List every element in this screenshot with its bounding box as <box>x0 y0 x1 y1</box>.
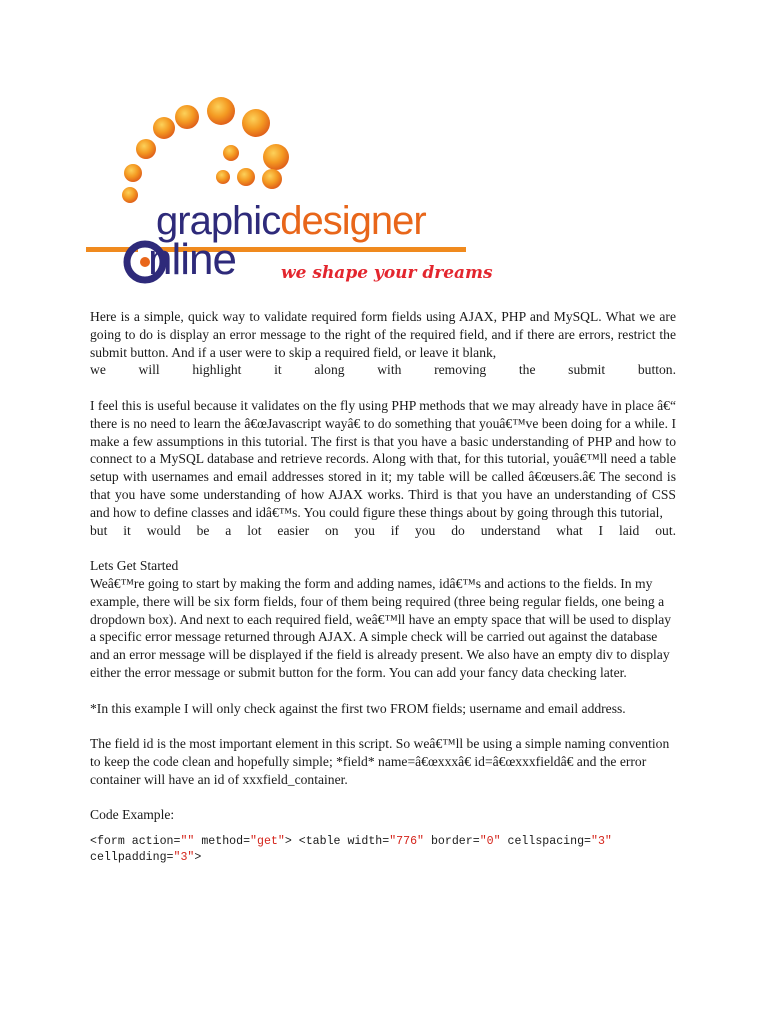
assumptions-last-line: but it would be a lot easier on you if you do understand what I laid out. <box>90 522 676 538</box>
graphicdesigner-online-logo <box>86 95 493 295</box>
intro-paragraph <box>90 308 676 379</box>
logo-tagline: we shape your dreams <box>281 263 493 283</box>
assumptions-text: I feel this is useful because it validates on the fly using PHP methods that we may already have in place â€“ there is no need to learn the â€œJavascript wayâ€ to do something that youâ€™ve been doing for a while. I make a few assumptions in this tutorial. The first is that you have a basic understanding of PHP and how to connect to a MySQL database and retrieve records. Along with that, for this tutorial, youâ€™ll need a table setup with usernames and email addresses stored in it; my table will be called â€œusers.â€ The second is that you have some understanding of how AJAX works. Third is that you have an understanding of CSS and how to define classes and idâ€™s. You could figure these things about by going through this tutorial, <box>90 397 676 520</box>
logo-online-text: nline <box>148 235 236 284</box>
article-body <box>90 308 676 866</box>
intro-last-line: we will highlight it along with removing the submit button. <box>90 362 676 378</box>
code-example: <form action="" method="get"> <table width="776" border="0" cellspacing="3" cellpadding="3"> <box>90 835 612 865</box>
note-paragraph: *In this example I will only check against the first two FROM fields; username and email address. <box>90 700 626 716</box>
field-id-paragraph: The field id is the most important element in this script. So weâ€™ll be using a simple naming convention to keep the code clean and hopefully simple; *field* name=â€œxxxâ€ id=â€œxxxfieldâ€ and the error container will have an id of xxxfield_container. <box>90 736 670 787</box>
section-text: Weâ€™re going to start by making the form and adding names, idâ€™s and actions to the fields. In my example, there will be six form fields, four of them being required (three being regular fields, one being a dropdown box). And next to each required field, weâ€™ll have an empty space that will be used to display a specific error message returned through AJAX. A simple check will be carried out against the database and an error message will be displayed if the field is already present. We also have an empty div to display either the error message or submit button for the form. You can add your fancy data checking later. <box>90 575 672 680</box>
section-heading: Lets Get Started <box>90 558 179 574</box>
assumptions-paragraph <box>90 397 676 539</box>
intro-text: Here is a simple, quick way to validate required form fields using AJAX, PHP and MySQL. What we are going to do is display an error message to the right of the required field, and if there are errors, restrict the submit button. And if a user were to skip a required field, or leave it blank, <box>90 309 676 360</box>
lets-get-started-section <box>90 557 676 682</box>
code-example-label: Code Example: <box>90 807 175 823</box>
logo-wordmark: graphicdesigner <box>156 199 426 243</box>
